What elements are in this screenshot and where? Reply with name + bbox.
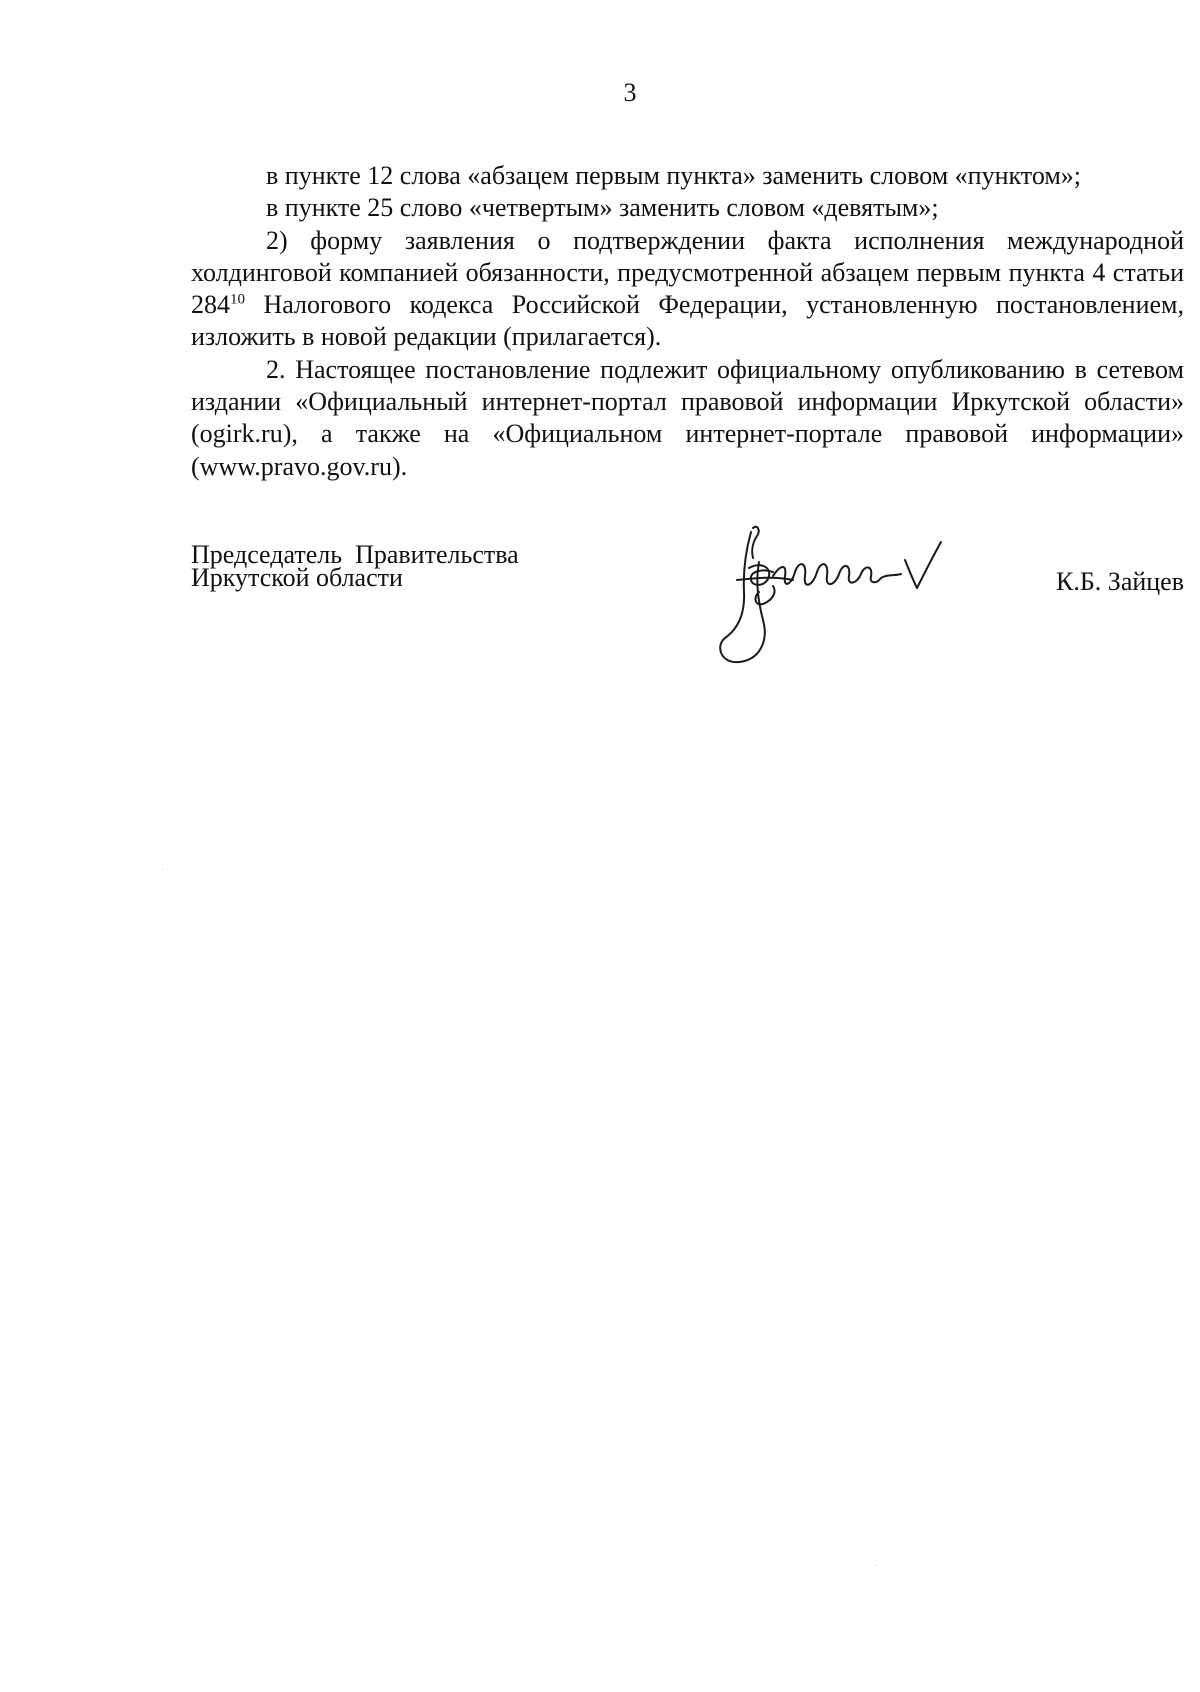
signatory-position [191, 540, 519, 592]
paragraph-publication: 2. Настоящее постановление подлежит официальному опубликованию в сетевом издании «Официальный интернет-портал правовой информации Иркутской области» (ogirk.ru), а также на «Официальном интернет-портале правовой информации» (www.pravo.gov.ru). [191, 354, 1184, 481]
signatory-position-line1: Председатель Правительства [191, 540, 519, 569]
signatory-name: К.Б. Зайцев [1056, 567, 1184, 596]
signatory-position-line2: Иркутской области [191, 563, 403, 592]
document-body [191, 160, 1184, 483]
paragraph-form-statement [191, 225, 1184, 354]
paragraph-item-25: в пункте 25 слово «четвертым» заменить словом «девятым»; [266, 193, 939, 223]
article-superscript: 10 [230, 291, 245, 308]
scan-speck [162, 869, 163, 870]
scan-speck [876, 1565, 877, 1566]
paragraph-form-statement-start: 2) форму заявления о подтверждении факта исполнения международной холдинговой компанией обязанности, предусмотренной абзацем первым пункта 4 статьи 284 [191, 225, 1184, 320]
page-number: 3 [623, 78, 637, 107]
paragraph-form-statement-end: Налогового кодекса Российской Федерации, установленную постановлением, изложить в новой редакции (прилагается). [191, 290, 1184, 352]
handwritten-signature [715, 520, 965, 665]
paragraph-item-12: в пункте 12 слова «абзацем первым пункта» заменить словом «пунктом»; [266, 161, 1082, 190]
